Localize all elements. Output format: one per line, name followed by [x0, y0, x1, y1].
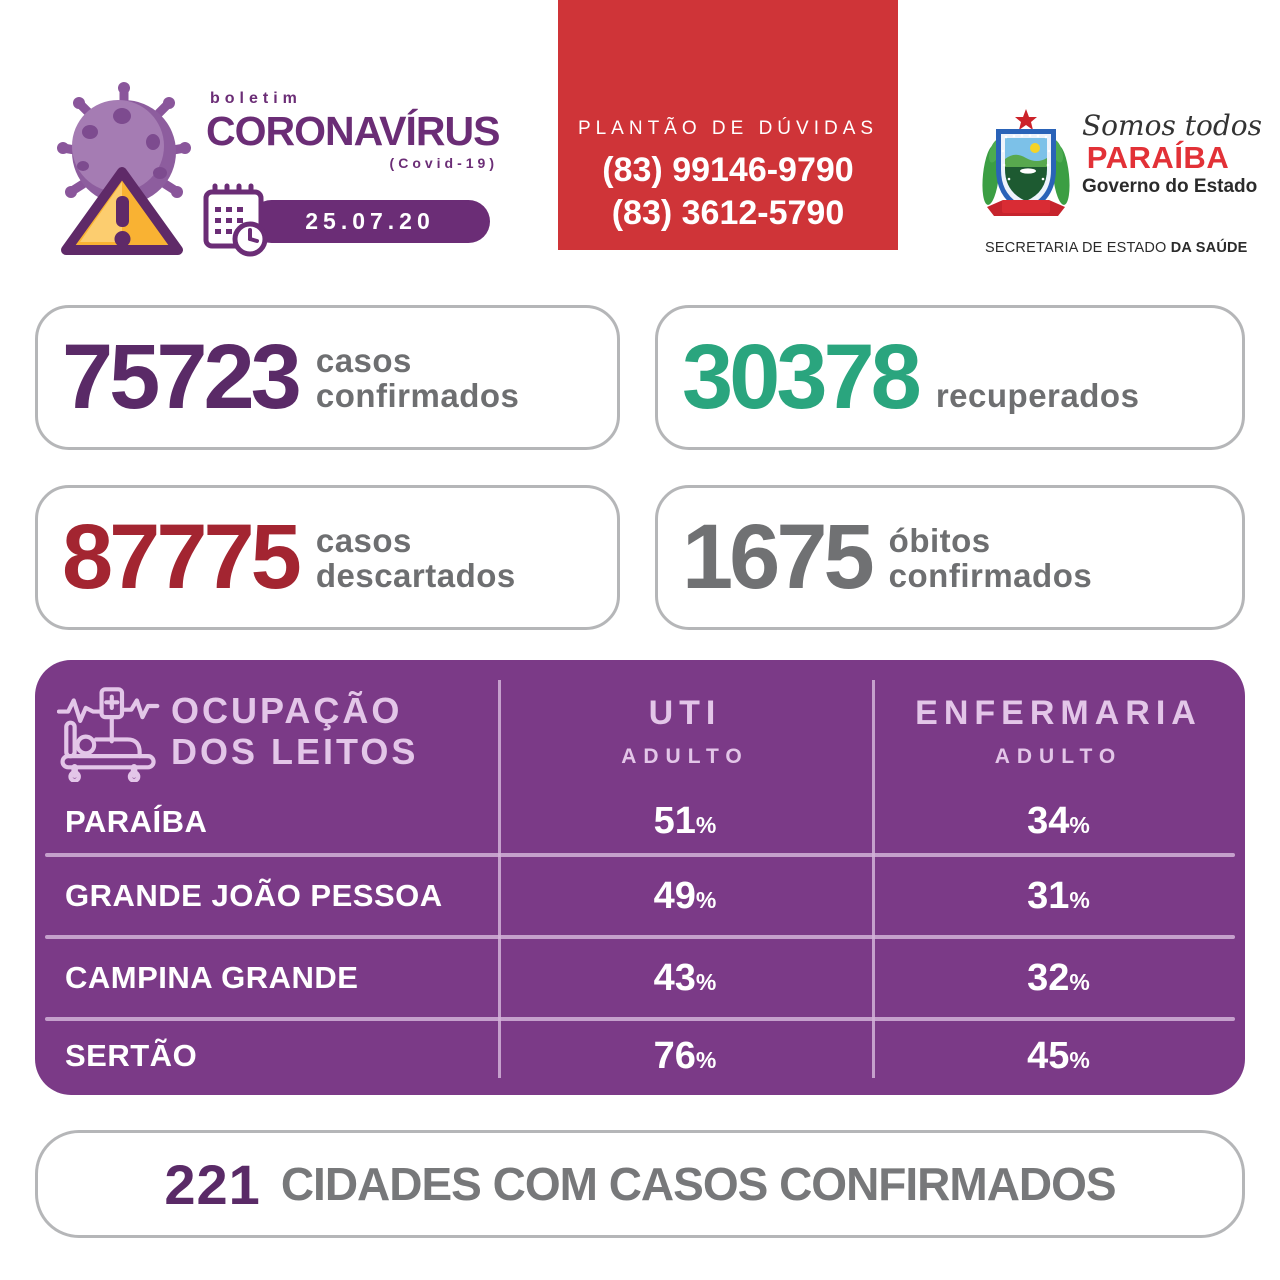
- coronavirus-alert-icon: [52, 80, 192, 260]
- confirmed-cases-label: casos confirmados: [315, 342, 520, 414]
- hotline-panel: [558, 0, 898, 250]
- hotline-title: PLANTÃO DE DÚVIDAS: [577, 117, 879, 139]
- percent-sign: %: [695, 886, 717, 913]
- bed-occupancy-table: [35, 660, 1245, 1095]
- percent-sign: %: [1069, 886, 1090, 913]
- occupancy-title: OCUPAÇÃO DOS LEITOS: [171, 690, 419, 773]
- uti-value: 43%: [653, 956, 717, 999]
- region-label: CAMPINA GRANDE: [65, 960, 359, 995]
- discarded-cases-value: 87775: [62, 506, 298, 608]
- brand-slogan: Somos todos: [1082, 109, 1262, 142]
- enfermaria-value: 45%: [1027, 1034, 1090, 1077]
- secretary-text-bold: DA SAÚDE: [1170, 240, 1248, 256]
- hotline-phone-1: (83) 99146-9790: [602, 150, 854, 189]
- table-row-paraiba: [35, 790, 1245, 853]
- bulletin-date-pill: [250, 200, 490, 243]
- enfermaria-value: 32%: [1027, 956, 1090, 999]
- percent-sign: %: [695, 812, 717, 838]
- confirmed-cases-value: 75723: [62, 326, 298, 428]
- brand-state-name: PARAÍBA: [1086, 140, 1230, 175]
- region-label: PARAÍBA: [65, 803, 208, 839]
- secretary-text: SECRETARIA DE ESTADO: [985, 240, 1171, 256]
- bulletin-title: CORONAVÍRUS: [206, 108, 500, 154]
- brand-subtitle: Governo do Estado: [1082, 175, 1258, 197]
- enfermaria-value: 34%: [1027, 800, 1090, 842]
- percent-sign: %: [695, 1046, 717, 1073]
- bulletin-kicker: boletim: [210, 90, 302, 107]
- stat-card-confirmed-deaths: [655, 485, 1245, 630]
- region-label: GRANDE JOÃO PESSOA: [65, 878, 443, 913]
- confirmed-deaths-label: óbitos confirmados: [888, 522, 1093, 594]
- hotline-phone-2: (83) 3612-5790: [611, 194, 845, 233]
- region-label: SERTÃO: [65, 1038, 198, 1073]
- recovered-label: recuperados: [935, 376, 1140, 414]
- percent-sign: %: [1069, 968, 1090, 995]
- percent-sign: %: [1069, 812, 1090, 838]
- table-row-grande-joao-pessoa: [35, 857, 1245, 935]
- cities-count: 221: [164, 1152, 261, 1216]
- cities-label: CIDADES COM CASOS CONFIRMADOS: [280, 1158, 1116, 1210]
- hospital-bed-icon: [57, 682, 161, 782]
- uti-value: 49%: [653, 874, 717, 917]
- government-brand: [1082, 109, 1262, 197]
- enfermaria-value: 31%: [1027, 874, 1090, 917]
- stat-card-discarded-cases: [35, 485, 620, 630]
- paraiba-coat-of-arms: [982, 106, 1070, 230]
- recovered-value: 30378: [682, 326, 918, 428]
- bulletin-subtitle: (Covid-19): [389, 155, 498, 172]
- confirmed-deaths-value: 1675: [682, 506, 871, 608]
- uti-value: 51%: [653, 800, 717, 842]
- discarded-cases-label: casos descartados: [315, 522, 516, 594]
- column-header-uti: UTI ADULTO: [621, 694, 749, 768]
- stat-card-confirmed-cases: [35, 305, 620, 450]
- uti-value: 76%: [653, 1034, 717, 1077]
- column-header-enfermaria: ENFERMARIA ADULTO: [915, 694, 1202, 768]
- table-row-campina-grande: [35, 939, 1245, 1017]
- percent-sign: %: [1069, 1046, 1090, 1073]
- bulletin-date: 25.07.20: [305, 208, 435, 234]
- calendar-clock-icon: [200, 181, 272, 261]
- cities-summary-card: [35, 1130, 1245, 1238]
- bulletin-title-block: [206, 90, 498, 171]
- percent-sign: %: [695, 968, 717, 995]
- health-secretary-line: [985, 240, 1248, 256]
- stat-card-recovered: [655, 305, 1245, 450]
- table-row-sertao: [35, 1021, 1245, 1091]
